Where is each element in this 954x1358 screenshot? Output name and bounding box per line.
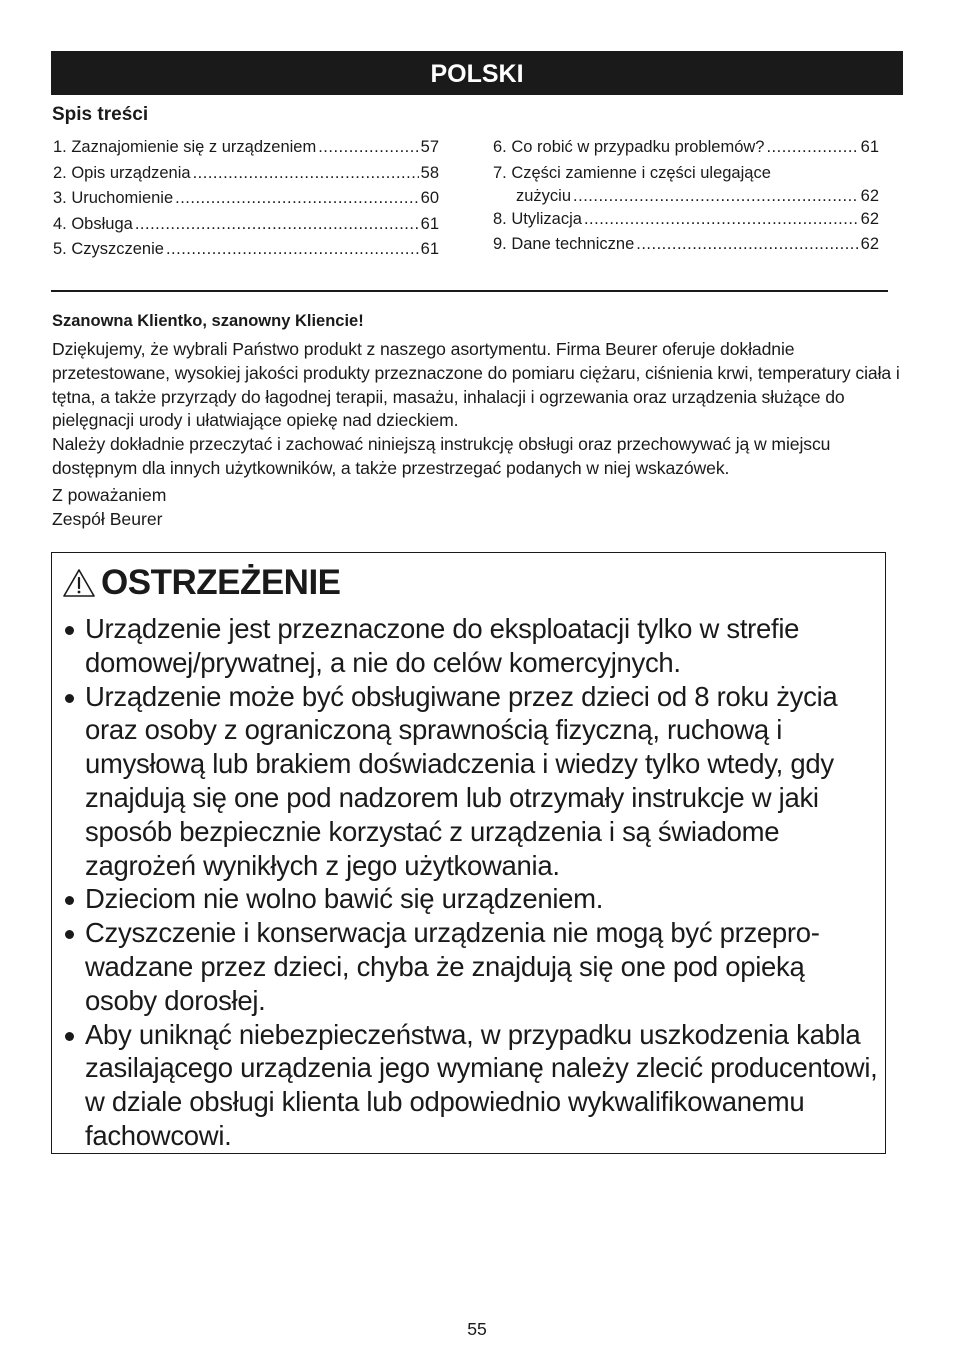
signoff [52,484,166,531]
toc-entry-label: 4. Obsługa [53,214,133,233]
warning-item: Urządzenie jest przeznaczone do eksploatacji tylko w strefie domowej/prywatnej, a nie do celów komercyjnych. [64,612,879,680]
section-divider [51,290,888,292]
toc-entry[interactable] [53,138,439,164]
warning-box [51,552,886,1154]
toc-leader-dots [766,138,858,157]
toc-entry-page: 58 [420,163,439,182]
toc-entry-page: 62 [860,235,879,253]
toc-title: Spis treści [52,104,149,125]
toc-entry[interactable] [53,164,439,190]
toc-leader-dots [166,240,419,259]
warning-item: Aby uniknąć niebezpieczeństwa, w przypadku uszkodzenia kabla zasilającego urządzenia jego wymianę należy zlecić producentowi, w dziale obsługi klienta lub odpowiednio wykwalifikowanemu fachowcowi. [64,1018,879,1153]
intro-paragraph: Należy dokładnie przeczytać i zachować niniejszą instrukcję obsługi oraz przechowywać ją w miejscu dostępnym dla innych użytkowników, a także przestrzegać podanych w niej wskazówek. [52,434,831,478]
intro-paragraph: Dziękujemy, że wybrali Państwo produkt z naszego asortymentu. Firma Beurer oferuje dokładnie przetestowane, wysokiej jakości produkty przeznaczone do pomiaru ciężaru, ciśnienia krwi, temperatury ciała i tętna, a także przyrządy do łagodnej terapii, masażu, inhalacji i ogrzewania oraz urządzenia służące do pielęgnacji urody i ułatwiające opiekę nad dzieckiem. [52,339,900,431]
toc-entry-page: 57 [420,138,439,156]
warning-item: Urządzenie może być obsługiwane przez dzieci od 8 roku życia oraz osoby z ograniczoną sprawnością fizyczną, ruchową i umysłową lub brakiem doświadczenia i wiedzy tylko wtedy, gdy znajdują się one pod nadzorem lub otrzymały instrukcje w jaki sposób bezpiecznie korzystać z urządzenia i są świadome zagrożeń wynikłych z jego użytkowania. [64,680,879,883]
intro-text [52,338,912,481]
toc-entry[interactable] [53,189,439,215]
toc-entry-page: 62 [860,209,879,228]
toc-left-column [53,138,439,266]
toc-entry-page: 61 [860,138,879,156]
warning-title: OSTRZEŻENIE [101,563,341,602]
warning-item: Dzieciom nie wolno bawić się urządzeniem. [64,882,879,916]
warning-heading [62,563,341,603]
toc-entry-label: 9. Dane techniczne [493,235,635,253]
toc-leader-dots [175,189,419,208]
toc-entry-page: 61 [420,214,439,233]
language-header: POLSKI [51,51,903,95]
toc-entry-label: 3. Uruchomienie [53,189,174,207]
toc-entry-page: 60 [420,189,439,207]
toc-entry-page: 61 [420,240,439,258]
toc-leader-dots [318,138,418,157]
toc-entry[interactable] [493,138,879,164]
toc-leader-dots [193,164,419,183]
toc-entry-label: 5. Czyszczenie [53,240,164,258]
warning-triangle-icon [62,568,96,598]
toc-entry[interactable] [493,210,879,236]
toc-right-column [493,138,879,261]
greeting-heading: Szanowna Klientko, szanowny Kliencie! [52,312,364,330]
toc-entry-label: 7. Części zamienne i części ulegające [493,163,771,182]
toc-entry-label: 1. Zaznajomienie się z urządzeniem [53,138,317,156]
toc-entry-label: 6. Co robić w przypadku problemów? [493,138,765,156]
toc-leader-dots [636,235,858,254]
page-number: 55 [467,1319,487,1339]
toc-leader-dots [573,187,859,206]
toc-entry[interactable] [53,215,439,241]
toc-entry[interactable] [53,240,439,266]
signature-text: Zespół Beurer [52,508,163,529]
warning-item: Czyszczenie i konserwacja urządzenia nie mogą być przeprowadzane przez dzieci, chyba że znajdują się one pod opieką osoby dorosłej. [64,916,879,1017]
closing-text: Z poważaniem [52,485,167,505]
toc-entry-page: 62 [860,186,879,205]
warning-list [64,612,879,1153]
toc-entry[interactable] [493,164,879,210]
toc-leader-dots [135,215,419,234]
toc-leader-dots [584,210,859,229]
toc-entry-label: 2. Opis urządzenia [53,163,191,182]
toc-entry[interactable] [493,235,879,261]
toc-entry-label-continued: zużyciu [516,186,572,205]
toc-entry-label: 8. Utylizacja [493,209,582,228]
